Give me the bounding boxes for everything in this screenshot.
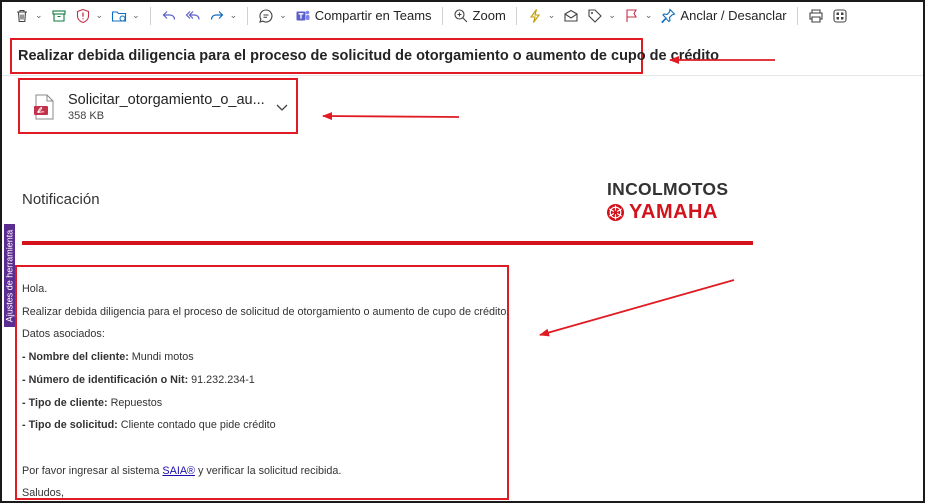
- notification-title: Notificación: [22, 191, 100, 208]
- share-to-teams-label: Compartir en Teams: [314, 8, 432, 23]
- chat-icon: [258, 8, 274, 24]
- quick-steps-button[interactable]: [523, 5, 560, 27]
- apps-icon: [832, 8, 848, 24]
- toolbar: [2, 2, 923, 29]
- associated-data-label: Datos asociados:: [22, 328, 105, 341]
- chevron-down-icon[interactable]: ⌄: [229, 10, 238, 20]
- chevron-down-icon[interactable]: ⌄: [132, 10, 140, 20]
- share-to-teams-button[interactable]: [291, 5, 436, 27]
- logo-incolmotos-text: INCOLMOTOS: [607, 179, 729, 199]
- report-button[interactable]: [71, 5, 108, 27]
- field-client-name: [22, 346, 509, 369]
- toolbar-divider: [516, 7, 517, 25]
- printer-icon: [808, 8, 824, 24]
- forward-icon: [209, 8, 225, 24]
- field-nit: [22, 369, 509, 392]
- call-to-action: [22, 460, 509, 483]
- reply-all-button[interactable]: [181, 5, 205, 27]
- zoom-label: Zoom: [472, 8, 506, 23]
- flag-button[interactable]: [620, 5, 657, 27]
- email-body: [22, 278, 509, 503]
- intro-text: Realizar debida diligencia para el proceso de solicitud de otorgamiento o aumento de cupo de crédito.: [22, 305, 510, 318]
- field-value: 91.232.234-1: [188, 373, 255, 386]
- field-label: - Nombre del cliente:: [22, 351, 129, 364]
- logo-yamaha-text: YAMAHA: [629, 201, 718, 223]
- forward-button[interactable]: [205, 5, 242, 27]
- tool-settings-label: Ajustes de herramienta: [4, 229, 15, 322]
- mark-read-button[interactable]: [559, 5, 583, 27]
- tool-settings-tab[interactable]: [4, 224, 15, 327]
- attachment-card[interactable]: [26, 85, 288, 129]
- chevron-down-icon[interactable]: ⌄: [279, 10, 287, 20]
- archive-icon: [51, 8, 67, 24]
- field-value: Cliente contado que pide crédito: [117, 419, 276, 432]
- arrow-to-body: [540, 280, 734, 335]
- tag-icon: [587, 8, 603, 24]
- shield-alert-icon: [75, 8, 91, 24]
- archive-button[interactable]: [47, 5, 71, 27]
- attachment-chevron-down-icon[interactable]: [274, 99, 290, 115]
- zoom-button[interactable]: [449, 5, 510, 27]
- print-button[interactable]: [804, 5, 828, 27]
- field-label: - Tipo de cliente:: [22, 396, 108, 409]
- field-client-type: [22, 392, 509, 415]
- incolmotos-yamaha-logo: [594, 168, 736, 230]
- toolbar-divider: [442, 7, 443, 25]
- toolbar-divider: [150, 7, 151, 25]
- chevron-down-icon[interactable]: ⌄: [644, 10, 653, 20]
- folder-move-icon: [111, 8, 127, 24]
- spacer: [22, 437, 509, 460]
- envelope-icon: [563, 8, 579, 24]
- flag-icon: [624, 8, 640, 24]
- pdf-file-icon: [30, 91, 58, 123]
- pin-icon: [660, 8, 676, 24]
- pin-label: Anclar / Desanclar: [680, 8, 787, 23]
- yamaha-emblem-icon: [606, 203, 625, 222]
- attachment-highlight: [18, 78, 298, 134]
- chevron-down-icon[interactable]: ⌄: [547, 10, 556, 20]
- arrow-to-attachment: [323, 116, 459, 117]
- trash-icon: [14, 8, 30, 24]
- chevron-down-icon[interactable]: ⌄: [95, 10, 104, 20]
- reply-button[interactable]: [157, 5, 181, 27]
- chevron-down-icon[interactable]: ⌄: [35, 10, 43, 20]
- greeting: Hola.: [22, 283, 48, 295]
- categorize-button[interactable]: [583, 5, 620, 27]
- subject-bar: [2, 36, 923, 76]
- saia-link[interactable]: SAIA®: [162, 464, 195, 477]
- apps-button[interactable]: [828, 5, 852, 27]
- teams-icon: [295, 8, 311, 24]
- toolbar-divider: [797, 7, 798, 25]
- cta-prefix: Por favor ingresar al sistema: [22, 464, 163, 477]
- zoom-icon: [453, 8, 469, 24]
- reply-icon: [161, 8, 177, 24]
- cta-suffix: y verificar la solicitud recibida.: [194, 464, 342, 477]
- attachment-name: Solicitar_otorgamiento_o_au...: [68, 92, 265, 108]
- closing: Saludos,: [22, 487, 65, 500]
- pin-button[interactable]: [656, 5, 790, 27]
- lightning-icon: [527, 8, 543, 24]
- field-label: - Tipo de solicitud:: [22, 419, 118, 432]
- field-request-type: [22, 414, 509, 437]
- reply-all-icon: [185, 8, 201, 24]
- red-divider: [22, 241, 753, 245]
- field-value: Mundi motos: [128, 351, 194, 364]
- delete-button[interactable]: [10, 5, 47, 27]
- field-label: - Número de identificación o Nit:: [22, 373, 189, 386]
- toolbar-divider: [247, 7, 248, 25]
- field-value: Repuestos: [107, 396, 163, 409]
- chevron-down-icon[interactable]: ⌄: [608, 10, 616, 20]
- move-button[interactable]: [107, 5, 144, 27]
- reply-with-chat-button[interactable]: [254, 5, 291, 27]
- email-subject: Realizar debida diligencia para el proceso de solicitud de otorgamiento o aumento de cupo de crédito: [10, 38, 643, 74]
- attachment-size: 358 KB: [68, 110, 105, 122]
